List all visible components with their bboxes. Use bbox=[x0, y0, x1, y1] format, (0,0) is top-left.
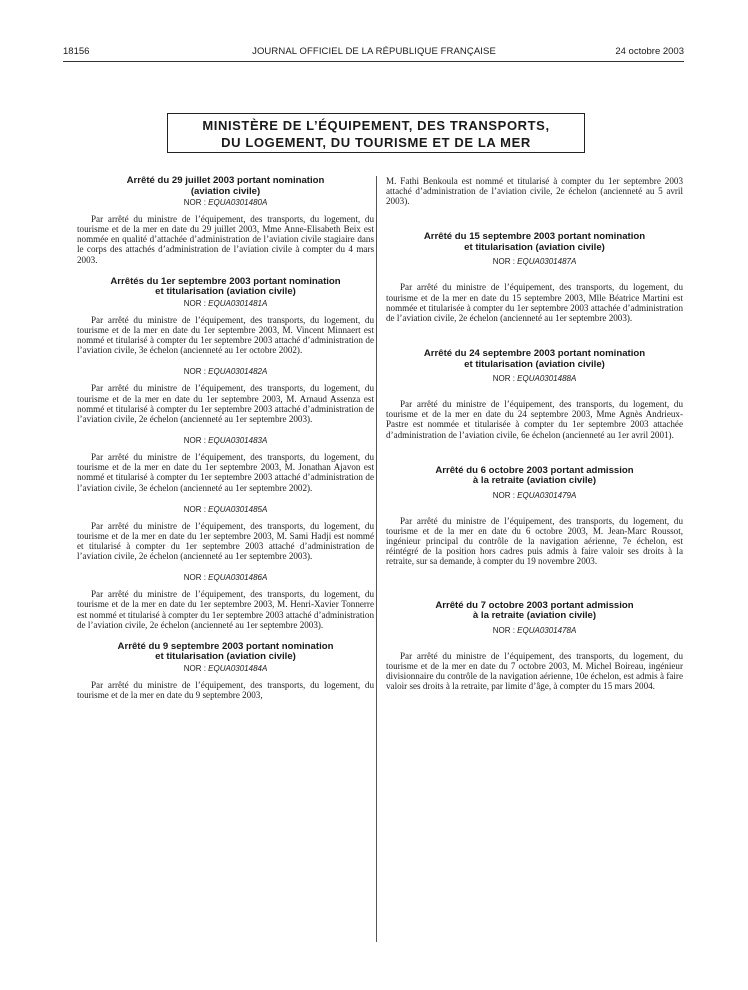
nor-label: NOR : bbox=[492, 625, 515, 635]
nor-reference bbox=[77, 505, 374, 515]
nor-code: EQUA0301481A bbox=[208, 298, 268, 308]
decree-text: Par arrêté du ministre de l’équipement, des transports, du logement, du tourisme et de la mer en date du 9 septembre 2003, bbox=[77, 679, 374, 701]
decree-text: Par arrêté du ministre de l’équipement, des transports, du logement, du tourisme et de la mer en date du 1er septembre 2003, M. Arnaud Assenza est nommé et titularisé à compter du 1er septembre 2003 attaché d’administration de l’aviation civile, 2e échelon (ancienneté au 1er septembre 2003). bbox=[77, 383, 374, 424]
header-rule bbox=[63, 61, 684, 62]
nor-code: EQUA0301482A bbox=[208, 367, 268, 377]
decree-title-line: et titularisation (aviation civile) bbox=[464, 358, 605, 370]
nor-label: NOR : bbox=[183, 198, 206, 207]
decree-title bbox=[386, 466, 683, 487]
nor-code: EQUA0301479A bbox=[517, 490, 577, 500]
decree-text: Par arrêté du ministre de l’équipement, des transports, du logement, du tourisme et de la mer en date du 1er septembre 2003, M. Vincent Minnaert est nommé et titularisé à compter du 1er septembre 2003 attaché d’administration de l’aviation civile, 3e échelon (ancienneté au 1er octobre 2002). bbox=[77, 314, 374, 356]
nor-reference bbox=[77, 198, 374, 208]
decree-title-line: Arrêté du 24 septembre 2003 portant nomination bbox=[423, 348, 646, 360]
decree-text-continued: M. Fathi Benkoula est nommé et titularisé à compter du 1er septembre 2003 attaché d’administration de l’aviation civile, 2e échelon (ancienneté au 5 avril 2003). bbox=[386, 176, 683, 207]
nor-code: EQUA0301486A bbox=[208, 573, 268, 583]
decree-title bbox=[77, 176, 374, 197]
issue-date: 24 octobre 2003 bbox=[615, 46, 684, 57]
decree-text: Par arrêté du ministre de l’équipement, des transports, du logement, du tourisme et de la mer en date du 29 juillet 2003, Mme Anne-Elisabeth Beix est nommée en qualité d’attachée d’administration de l’aviation civile stagiaire dans le corps des attachés d’administration de l’aviation civile à compter du 4 mars 2003. bbox=[77, 214, 374, 265]
decree-text: Par arrêté du ministre de l’équipement, des transports, du logement, du tourisme et de la mer en date du 1er septembre 2003, M. Jonathan Ajavon est nommé et titularisé à compter du 1er septembre 2003 attaché d’administration de l’aviation civile, 3e échelon (ancienneté au 1er septembre 2002). bbox=[77, 452, 374, 493]
journal-title: JOURNAL OFFICIEL DE LA RÉPUBLIQUE FRANÇAISE bbox=[252, 46, 496, 57]
nor-label: NOR : bbox=[492, 257, 515, 267]
nor-code: EQUA0301483A bbox=[208, 436, 268, 446]
decree-text: Par arrêté du ministre de l’équipement, des transports, du logement, du tourisme et de la mer en date du 1er septembre 2003, M. Sami Hadji est nommé et titularisé à compter du 1er septembre 2003 attaché d’administration de l’aviation civile, 2e échelon (ancienneté au 1er septembre 2003). bbox=[77, 520, 374, 562]
nor-reference bbox=[386, 491, 683, 501]
nor-label: NOR : bbox=[183, 573, 206, 583]
decree-title-line: (aviation civile) bbox=[190, 185, 261, 197]
decree-title-line: Arrêtés du 1er septembre 2003 portant nomination bbox=[110, 275, 341, 287]
ministry-heading-line-1: MINISTÈRE DE L’ÉQUIPEMENT, DES TRANSPORTS, bbox=[202, 118, 550, 133]
decree-title bbox=[386, 601, 683, 622]
nor-label: NOR : bbox=[492, 374, 515, 384]
nor-reference bbox=[77, 664, 374, 674]
decree-block bbox=[77, 642, 374, 700]
column-divider bbox=[376, 176, 377, 942]
nor-reference bbox=[386, 257, 683, 267]
nor-reference bbox=[386, 374, 683, 384]
nor-label: NOR : bbox=[183, 663, 206, 673]
nor-code: EQUA0301485A bbox=[208, 504, 268, 514]
decree-text: Par arrêté du ministre de l’équipement, des transports, du logement, du tourisme et de la mer en date du 7 octobre 2003, M. Michel Boireau, ingénieur divisionnaire du contrôle de la navigation aérienne, 10e échelon, est admis à faire valoir ses droits à la retraite, par limite d’âge, à compter du 15 mars 2004. bbox=[386, 650, 683, 691]
decree-title-line: et titularisation (aviation civile) bbox=[155, 286, 296, 298]
decree-title bbox=[77, 642, 374, 663]
nor-code: EQUA0301480A bbox=[208, 198, 268, 207]
decree-block bbox=[77, 176, 374, 265]
nor-label: NOR : bbox=[183, 298, 206, 308]
decree-title-line: et titularisation (aviation civile) bbox=[155, 651, 296, 663]
nor-reference bbox=[77, 367, 374, 377]
decree-title bbox=[386, 232, 683, 253]
decree-title-line: Arrêté du 7 octobre 2003 portant admission bbox=[435, 599, 634, 611]
decree-block bbox=[386, 601, 683, 692]
decree-text: Par arrêté du ministre de l’équipement, des transports, du logement, du tourisme et de la mer en date du 24 septembre 2003, Mme Agnès Andrieux-Pastre est nommée et titularisée à compter du 1er septembre 2003 attachée d’administration de l’aviation civile, 6e échelon (ancienneté au 1er avril 2001). bbox=[386, 399, 683, 440]
nor-reference bbox=[386, 626, 683, 636]
left-column bbox=[77, 176, 374, 700]
decree-title-line: Arrêté du 15 septembre 2003 portant nomination bbox=[423, 231, 646, 243]
decree-text: Par arrêté du ministre de l’équipement, des transports, du logement, du tourisme et de la mer en date du 1er septembre 2003, M. Henri-Xavier Tonnerre est nommé et titularisé à compter du 1er septembre 2003 attaché d’administration de l’aviation civile, 2e échelon (ancienneté au 1er septembre 2003). bbox=[77, 589, 374, 630]
nor-reference bbox=[77, 436, 374, 446]
nor-label: NOR : bbox=[183, 367, 206, 377]
page-number: 18156 bbox=[63, 46, 90, 57]
nor-code: EQUA0301487A bbox=[517, 257, 577, 267]
decree-title-line: à la retraite (aviation civile) bbox=[472, 475, 597, 487]
decree-title bbox=[386, 349, 683, 370]
ministry-heading-box bbox=[167, 113, 585, 153]
nor-reference bbox=[77, 299, 374, 309]
nor-code: EQUA0301478A bbox=[517, 625, 577, 635]
decree-block bbox=[386, 466, 683, 567]
nor-reference bbox=[77, 573, 374, 583]
decree-block bbox=[77, 277, 374, 630]
decree-title-line: Arrêté du 6 octobre 2003 portant admission bbox=[435, 464, 634, 476]
nor-label: NOR : bbox=[492, 490, 515, 500]
decree-title-line: à la retraite (aviation civile) bbox=[472, 610, 597, 621]
decree-title-line: Arrêté du 29 juillet 2003 portant nomination bbox=[126, 175, 325, 186]
decree-text: Par arrêté du ministre de l’équipement, des transports, du logement, du tourisme et de la mer en date du 6 octobre 2003, M. Jean-Marc Roussot, ingénieur principal du contrôle de la navigation aérienne, 7e échelon, est réintégré de la position hors cadres puis admis à faire valoir ses droits à la retraite, sur sa demande, à compter du 19 novembre 2003. bbox=[386, 515, 683, 567]
nor-code: EQUA0301484A bbox=[208, 663, 268, 673]
decree-text: Par arrêté du ministre de l’équipement, des transports, du logement, du tourisme et de la mer en date du 15 septembre 2003, Mlle Béatrice Martini est nommée et titularisée à compter du 1er septembre 2003 attachée d’administration de l’aviation civile, 2e échelon (ancienneté au 1er septembre 2003). bbox=[386, 282, 683, 323]
nor-label: NOR : bbox=[183, 436, 206, 446]
nor-label: NOR : bbox=[183, 504, 206, 514]
right-column bbox=[386, 176, 683, 691]
ministry-heading-line-2: DU LOGEMENT, DU TOURISME ET DE LA MER bbox=[221, 135, 531, 150]
nor-code: EQUA0301488A bbox=[517, 374, 577, 384]
decree-title-line: Arrêté du 9 septembre 2003 portant nomination bbox=[117, 640, 334, 652]
decree-title-line: et titularisation (aviation civile) bbox=[464, 241, 605, 253]
decree-block bbox=[386, 349, 683, 440]
decree-title bbox=[77, 277, 374, 298]
decree-block bbox=[386, 232, 683, 323]
